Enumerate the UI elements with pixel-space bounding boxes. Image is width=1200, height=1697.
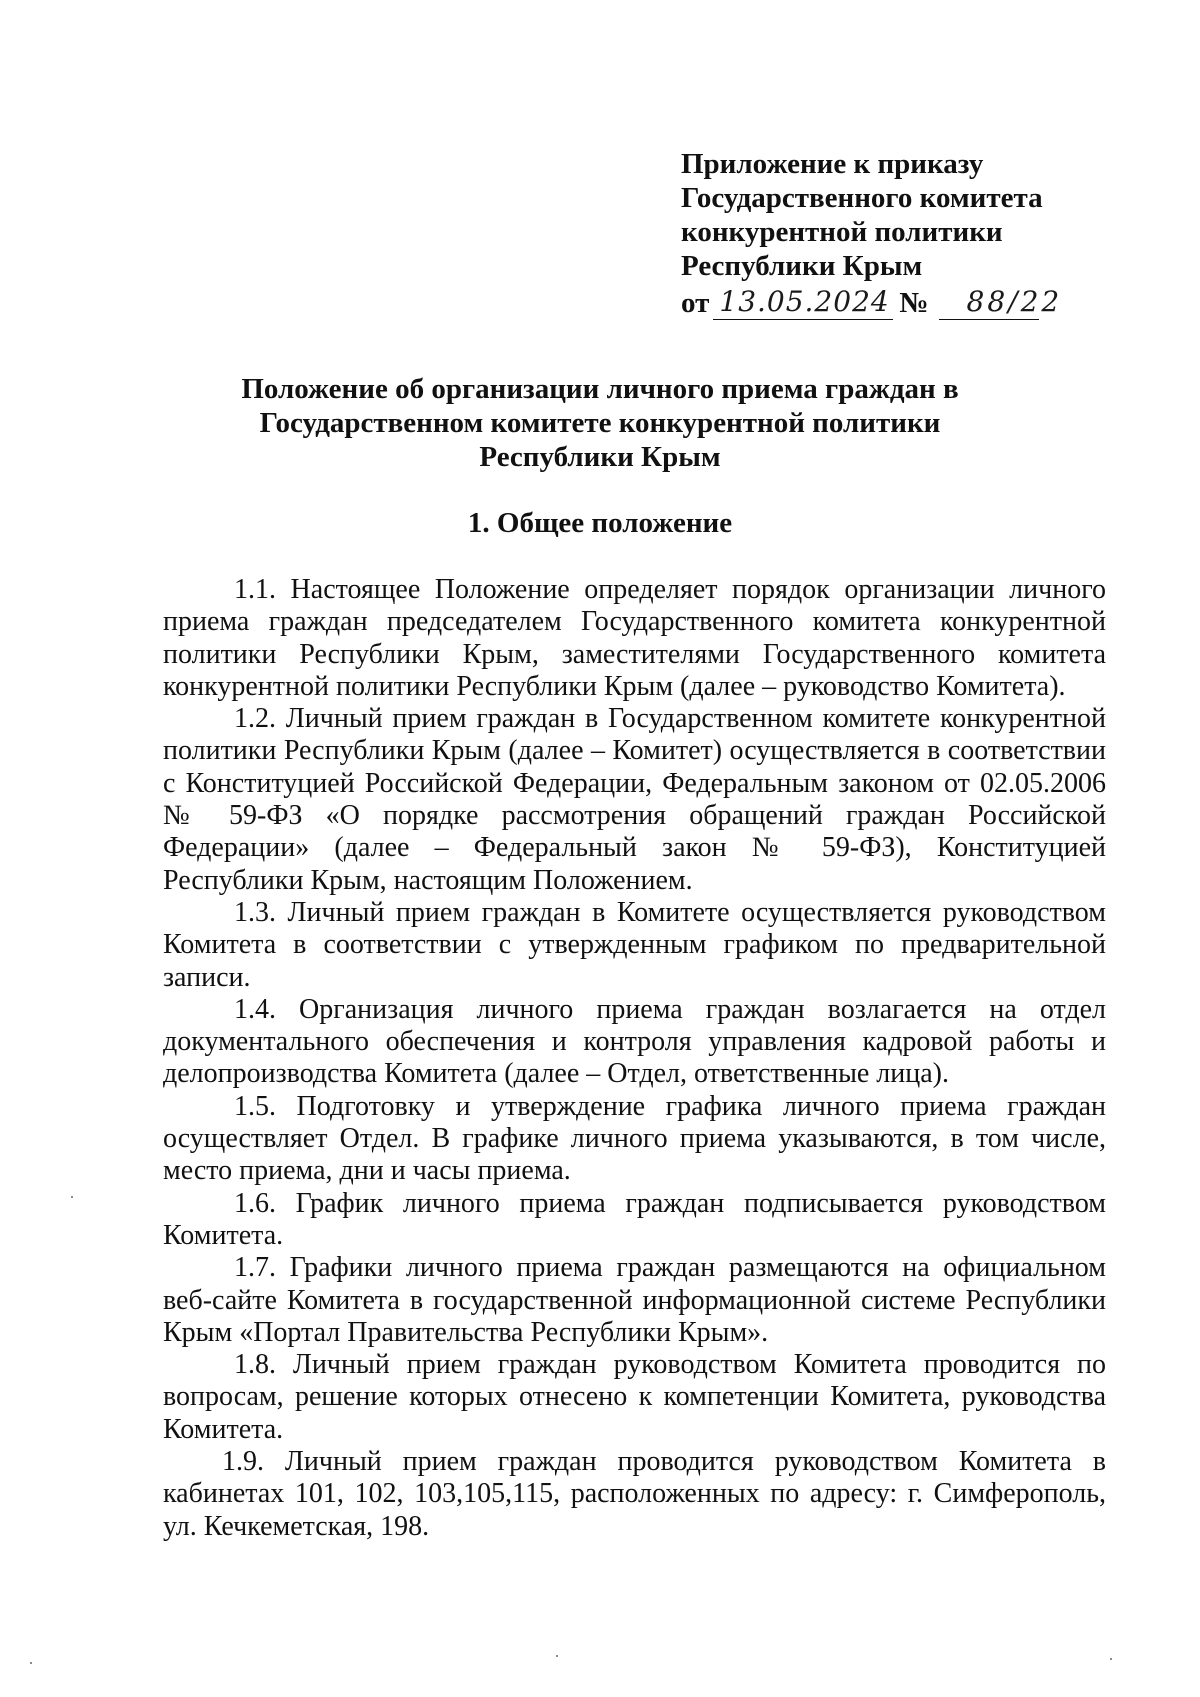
date-field: [713, 285, 893, 320]
scan-speck: [1110, 1658, 1112, 1660]
appendix-line: Государственного комитета: [681, 182, 1043, 214]
appendix-line: Приложение к приказу: [681, 148, 984, 180]
scan-speck: [30, 1662, 32, 1664]
scan-speck: [556, 1655, 558, 1657]
document-title: [150, 372, 1050, 474]
paragraph-1-1: 1.1. Настоящее Положение определяет порядок организации личного приема граждан председателем Государственного комитета конкурентной политики Республики Крым, заместителями Государственного комитета конкурентной политики Республики Крым (далее – руководство Комитета).: [163, 574, 1106, 702]
appendix-line: конкурентной политики: [681, 216, 1003, 248]
paragraph-1-9: 1.9. Личный прием граждан проводится руководством Комитета в кабинетах 101, 102, 103,105,115, расположенных по адресу: г. Симферополь, ул. Кечкеметская, 198.: [163, 1446, 1106, 1542]
paragraph-1-6: 1.6. График личного приема граждан подписывается руководством Комитета.: [163, 1187, 1106, 1251]
title-line: Государственном комитете конкурентной политики: [259, 407, 941, 439]
section-heading: 1. Общее положение: [467, 507, 733, 539]
handwritten-number: 88/22: [966, 285, 1063, 318]
handwritten-date: 13.05.2024: [719, 285, 890, 318]
title-line: Положение об организации личного приема граждан в: [241, 373, 959, 405]
date-prefix: от: [681, 287, 710, 319]
appendix-line: Республики Крым: [681, 250, 923, 282]
order-reference: [681, 285, 1141, 320]
title-line: Республики Крым: [479, 441, 721, 473]
paragraph-1-5: 1.5. Подготовку и утверждение графика личного приема граждан осуществляет Отдел. В графике личного приема указываются, в том числе, место приема, дни и часы приема.: [163, 1090, 1106, 1187]
scan-speck: [71, 1196, 73, 1198]
paragraph-1-2: 1.2. Личный прием граждан в Государственном комитете конкурентной политики Республики Крым (далее – Комитет) осуществляется в соответствии с Конституцией Российской Федерации, Федеральным законом от 02.05.2006 № 59-ФЗ «О порядке рассмотрения обращений граждан Российской Федерации» (далее – Федеральный закон № 59-ФЗ), Конституцией Республики Крым, настоящим Положением.: [163, 703, 1106, 896]
number-field: [939, 285, 1063, 320]
paragraph-1-4: 1.4. Организация личного приема граждан возлагается на отдел документального обеспечения и контроля управления кадровой работы и делопроизводства Комитета (далее – Отдел, ответственные лица).: [163, 993, 1106, 1090]
number-label: №: [899, 287, 929, 319]
section-body: [163, 574, 1106, 1543]
paragraph-1-7: 1.7. Графики личного приема граждан размещаются на официальном веб-сайте Комитета в государственной информационной системе Республики Крым «Портал Правительства Республики Крым».: [163, 1252, 1106, 1348]
paragraph-1-3: 1.3. Личный прием граждан в Комитете осуществляется руководством Комитета в соответствии с утвержденным графиком по предварительной записи.: [163, 896, 1106, 993]
paragraph-1-8: 1.8. Личный прием граждан руководством Комитета проводится по вопросам, решение которых отнесено к компетенции Комитета, руководства Комитета.: [163, 1349, 1106, 1445]
appendix-header: [681, 147, 1141, 320]
